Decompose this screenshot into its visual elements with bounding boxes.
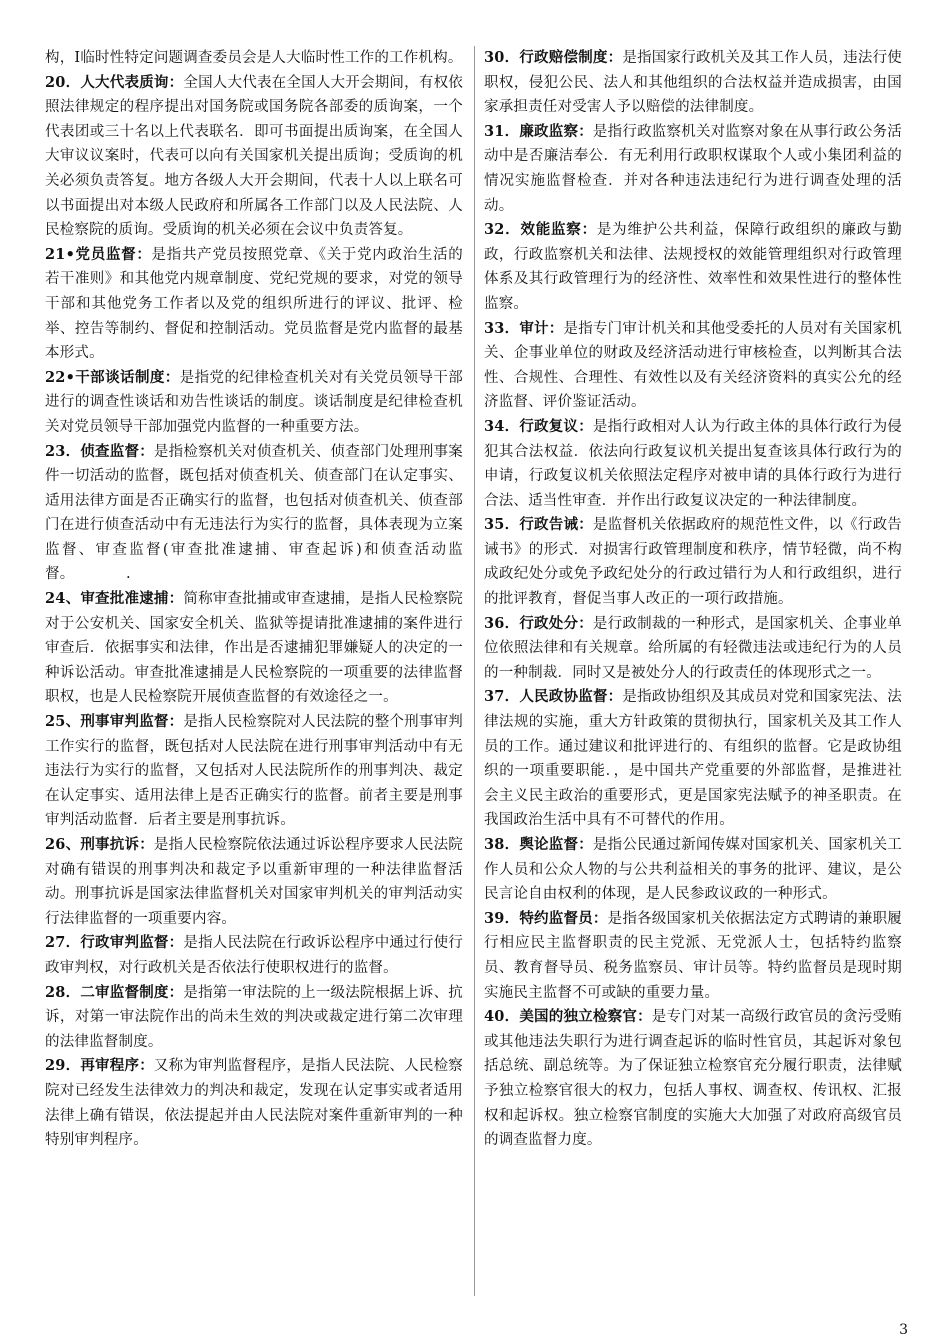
entry-definition: 是为维护公共利益，保障行政组织的廉政与勤政，行政监察机关和法律、法规授权的效能管理组织对行政管理体系及其行政管理行为的经济性、效率性和效果性进行的整体性监察。 [484, 222, 902, 312]
entry-term: 22•干部谈话制度： [45, 368, 180, 386]
entry-term: 25、刑事审判监督： [45, 713, 184, 731]
glossary-entry [45, 710, 463, 833]
entry-term: 26、刑事抗诉： [45, 836, 154, 853]
entry-term: 40．美国的独立检察官： [484, 1008, 652, 1026]
entry-definition: 是指专门审计机关和其他受委托的人员对有关国家机关、企事业单位的财政及经济活动进行审核检查，以判断其合法性、合规性、合理性、有效性以及有关经济资料的真实公允的经济监督、评价鉴证活动。 [484, 320, 902, 411]
entry-definition: 是监督机关依据政府的规范性文件，以《行政告诫书》的形式．对损害行政管理制度和秩序，情节轻微，尚不构成政纪处分或免予政纪处分的行政过错行为人和行政组织，进行的批评教育，督促当事人改正的一项行政措施。 [484, 517, 903, 608]
page-number: 3 [899, 1322, 908, 1338]
entry-term: 21•党员监督： [45, 245, 152, 263]
entry-term: 32．效能监察： [484, 221, 597, 239]
glossary-entry [484, 612, 902, 686]
entry-definition: 是指公民通过新闻传媒对国家机关、国家机关工作人员和公众人物的与公共利益相关的事务的批评、建议，是公民言论自由权利的体现，是人民参政议政的一种形式。 [484, 837, 903, 903]
glossary-entry [484, 513, 902, 611]
glossary-entry [45, 46, 463, 71]
glossary-entry [484, 120, 902, 218]
entry-definition: 构，I临时性特定问题调查委员会是人大临时性工作的工作机构。 [45, 50, 463, 66]
glossary-entry [45, 587, 463, 710]
glossary-entry [45, 981, 463, 1055]
entry-definition: 是行政制裁的一种形式，是国家机关、企事业单位依照法律和有关规章。给所属的有轻微违法或违纪行为的人员的一种制裁．同时又是被处分人的行政责任的体现形式之一。 [484, 615, 903, 681]
glossary-entry [484, 1005, 902, 1153]
glossary-entry [484, 46, 902, 120]
entry-definition: 是指人民检察院依法通过诉讼程序要求人民法院对确有错误的刑事判决和裁定予以重新审理的一种法律监督活动。刑事抗诉是国家法律监督机关对国家审判机关的审判活动实行法律监督的一项重要内容。 [45, 837, 464, 927]
entry-definition: 是指行政相对人认为行政主体的具体行政行为侵犯其合法权益．依法向行政复议机关提出复查该具体行政行为的申请，行政复议机关依照法定程序对被申请的具体行政行为进行合法、适当性审查．并作出行政复议决定的一种法律制度。 [484, 418, 903, 509]
glossary-entry [45, 833, 463, 931]
entry-definition: 是指党的纪律检查机关对有关党员领导干部进行的调查性谈话和劝告性谈话的制度。谈话制度是纪律检查机关对党员领导干部加强党内监督的一种重要方法。 [45, 369, 463, 435]
entry-definition: 是指第一审法院的上一级法院根据上诉、抗诉，对第一审法院作出的尚未生效的判决或裁定进行第二次审理的法律监督制度。 [45, 984, 463, 1050]
glossary-entry [45, 440, 463, 588]
entry-term: 31．廉政监察： [484, 122, 593, 140]
entry-definition: 又称为审判监督程序，是指人民法院、人民检察院对已经发生法律效力的判决和裁定，发现在认定事实或者适用法律上确有错误，依法提起并由人民法院对案件重新审判的一种特别审判程序。 [45, 1058, 464, 1149]
entry-term: 20．人大代表质询： [45, 73, 184, 91]
entry-definition: 全国人大代表在全国人大开会期间，有权依照法律规定的程序提出对国务院或国务院各部委的质询案，一个代表团或三十名以上代表联名．即可书面提出质询案，在全国人大审议议案时，代表可以向有关国家机关提出质询；受质询的机关必须负责答复。地方各级人大开会期间，代表十人以上联名可以书面提出对本级人民政府和所属各工作部门以及人民法院、人民检察院的质询。受质询的机关必须在会议中负责答复。 [45, 74, 463, 239]
entry-term: 23．侦查监督： [45, 442, 154, 460]
entry-term: 39．特约监督员： [484, 909, 608, 927]
entry-definition: 是指政协组织及其成员对党和国家宪法、法律法规的实施，重大方针政策的贯彻执行，国家机关及其工作人员的工作。通过建议和批评进行的、有组织的监督。它是政协组织的一项重要职能．，是中国共产党重要的外部监督，是推进社会主义民主政治的重要形式，更是国家宪法赋予的神圣职责。在我国政治生活中具有不可替代的作用。 [484, 689, 902, 829]
entry-definition: 是指共产党员按照党章、《关于党内政治生活的若干准则》和其他党内规章制度、党纪党规的要求，对党的领导干部和其他党务工作者以及党的组织所进行的评议、批评、检举、控告等制约、督促和控制活动。党员监督是党内监督的最基本形式。 [45, 246, 463, 362]
entry-definition: 是指人民检察院对人民法院的整个刑事审判工作实行的监督，既包括对人民法院在进行刑事审判活动中有无违法行为实行的监督，又包括对人民法院所作的刑事判决、裁定在认定事实、适用法律上是否正确实行的监督。前者主要是刑事审判活动监督．后者主要是刑事抗诉。 [45, 714, 463, 829]
entry-definition: 是指国家行政机关及其工作人员，违法行使职权，侵犯公民、法人和其他组织的合法权益并造成损害，由国家承担责任对受害人予以赔偿的法律制度。 [484, 50, 902, 116]
column-divider [474, 46, 475, 1296]
glossary-entry [484, 685, 902, 833]
entry-term: 33．审计： [484, 319, 564, 337]
entry-definition: 是专门对某一高级行政官员的贪污受贿或其他违法失职行为进行调查起诉的临时性官员，其起诉对象包括总统、副总统等。为了保证独立检察官充分履行职责，法律赋予独立检察官很大的权力，包括人事权、调查权、传讯权、汇报权和起诉权。独立检察官制度的实施大大加强了对政府高级官员的调查监督力度。 [484, 1009, 903, 1149]
glossary-entry [45, 243, 463, 366]
glossary-entry [484, 415, 902, 513]
entry-definition: 是指人民法院在行政诉讼程序中通过行使行政审判权，对行政机关是否依法行使职权进行的监督。 [45, 935, 463, 976]
entry-definition: 是指行政监察机关对监察对象在从事行政公务活动中是否廉洁奉公．有无利用行政职权谋取个人或小集团利益的情况实施监督检查．并对各种违法违纪行为进行调查处理的活动。 [484, 123, 903, 214]
entry-term: 24、审查批准逮捕： [45, 590, 184, 608]
glossary-entry [484, 907, 902, 1005]
entry-term: 35．行政告诫： [484, 516, 593, 534]
glossary-entry [45, 366, 463, 440]
entry-term: 27．行政审判监督： [45, 934, 184, 952]
entry-term: 34．行政复议： [484, 417, 593, 435]
entry-definition: 简称审查批捕或审查逮捕，是指人民检察院对于公安机关、国家安全机关、监狱等提请批准逮捕的案件进行审查后．依据事实和法律，作出是否逮捕犯罪嫌疑人的决定的一种诉讼活动。审查批准逮捕是人民检察院的一项重要的法律监督职权，也是人民检察院开展侦查监督的有效途径之一。 [45, 591, 463, 706]
glossary-entry [484, 218, 902, 316]
entry-term: 28．二审监督制度： [45, 983, 184, 1001]
right-column [484, 46, 902, 1153]
glossary-entry [484, 833, 902, 907]
entry-term: 29．再审程序： [45, 1057, 154, 1075]
left-column [45, 46, 463, 1153]
entry-term: 38．舆论监督： [484, 836, 593, 853]
entry-definition: 是指检察机关对侦查机关、侦查部门处理刑事案件一切活动的监督，既包括对侦查机关、侦查部门在认定事实、适用法律方面是否正确实行的监督，也包括对侦查机关、侦查部门在进行侦查活动中有无违法行为实行的监督，具体表现为立案监督、审查监督(审查批准逮捕、审查起诉)和侦查活动监督。 . [45, 443, 464, 583]
entry-term: 30．行政赔偿制度： [484, 49, 623, 66]
entry-term: 37．人民政协监督： [484, 688, 623, 706]
glossary-entry [484, 317, 902, 415]
entry-term: 36．行政处分： [484, 614, 593, 632]
glossary-entry [45, 71, 463, 243]
glossary-entry [45, 1054, 463, 1152]
glossary-entry [45, 931, 463, 980]
entry-definition: 是指各级国家机关依据法定方式聘请的兼职履行相应民主监督职责的民主党派、无党派人士，包括特约监察员、教育督导员、税务监察员、审计员等。特约监督员是现时期实施民主监督不可或缺的重要力量。 [484, 910, 903, 1001]
